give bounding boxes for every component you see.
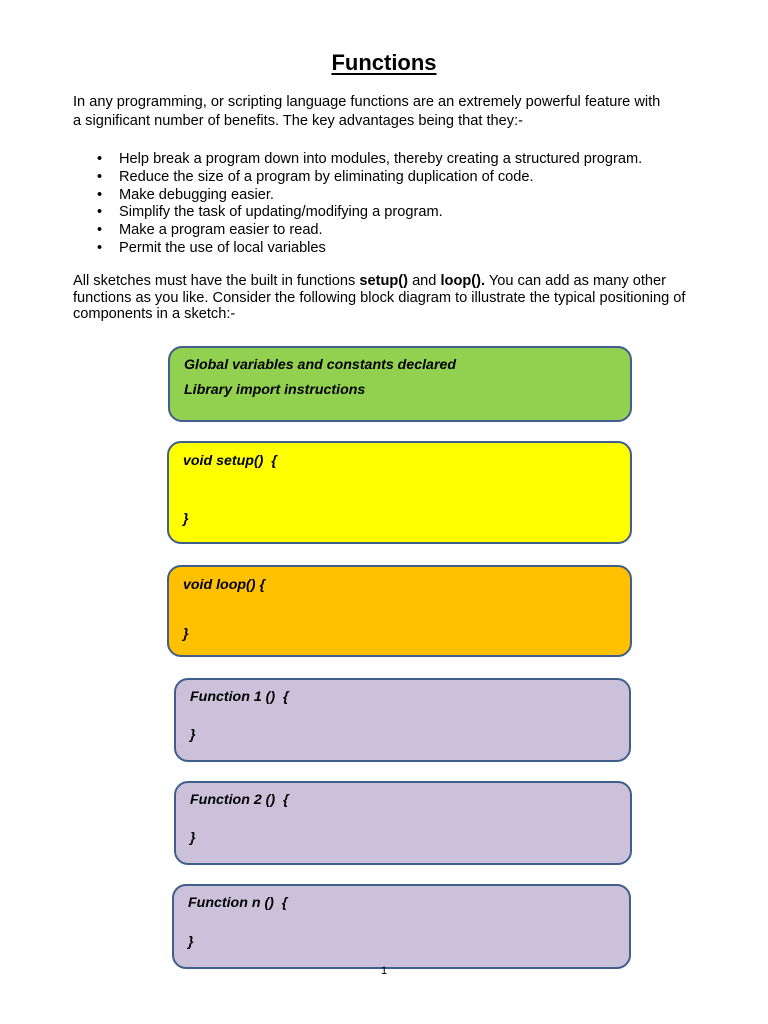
bullet-icon: •: [97, 168, 103, 185]
function-n-close: }: [188, 934, 194, 950]
function-n-block: [172, 884, 631, 969]
loop-function-block: [167, 565, 632, 657]
function-1-header: Function 1 () {: [190, 689, 289, 705]
bullet-icon: •: [97, 151, 103, 167]
loop-keyword: loop().: [440, 273, 486, 289]
bullet-icon: •: [97, 186, 103, 203]
global-block-line-1: Global variables and constants declared: [184, 357, 457, 373]
global-declarations-block: [168, 346, 632, 422]
function-2-header: Function 2 () {: [190, 792, 289, 808]
sketch-text-1: All sketches must have the built in functions: [73, 273, 360, 289]
list-item: [73, 204, 713, 222]
intro-line-2: a significant number of benefits. The key advantages being that they:-: [73, 113, 523, 129]
sketch-text-3: You can add as many other functions as you like. Consider the following block diagram to illustrate the typical positioning of components in a sketch:-: [73, 273, 686, 322]
list-item: [73, 240, 713, 258]
setup-block-header: void setup() {: [183, 453, 277, 469]
setup-block-close: }: [183, 511, 189, 527]
loop-block-header: void loop() {: [183, 577, 265, 593]
list-item-text: Make a program easier to read.: [119, 222, 323, 239]
list-item: [73, 187, 713, 205]
page-number: 1: [380, 965, 388, 977]
global-block-line-2: Library import instructions: [184, 382, 366, 398]
list-item-text: Help break a program down into modules, thereby creating a structured program.: [119, 151, 643, 167]
function-2-block: [174, 781, 632, 865]
list-item-text: Make debugging easier.: [119, 186, 274, 203]
setup-keyword: setup(): [359, 273, 409, 289]
sketch-paragraph: [73, 273, 713, 323]
function-1-block: [174, 678, 631, 762]
sketch-text-2: and: [408, 273, 441, 289]
advantages-list: [73, 151, 713, 258]
intro-line-1: In any programming, or scripting language functions are an extremely powerful feature with: [73, 94, 661, 110]
bullet-icon: •: [97, 204, 103, 221]
page-title: Functions: [331, 50, 437, 75]
list-item: [73, 151, 713, 169]
bullet-icon: •: [97, 239, 103, 256]
bullet-icon: •: [97, 222, 103, 239]
setup-function-block: [167, 441, 632, 544]
intro-paragraph: [73, 94, 713, 130]
function-2-close: }: [190, 830, 196, 846]
list-item-text: Simplify the task of updating/modifying a program.: [119, 204, 443, 221]
list-item-text: Permit the use of local variables: [119, 239, 326, 256]
function-n-header: Function n () {: [188, 895, 288, 911]
list-item: [73, 169, 713, 187]
list-item-text: Reduce the size of a program by eliminating duplication of code.: [119, 168, 534, 185]
loop-block-close: }: [183, 626, 189, 642]
function-1-close: }: [190, 727, 196, 743]
list-item: [73, 222, 713, 240]
